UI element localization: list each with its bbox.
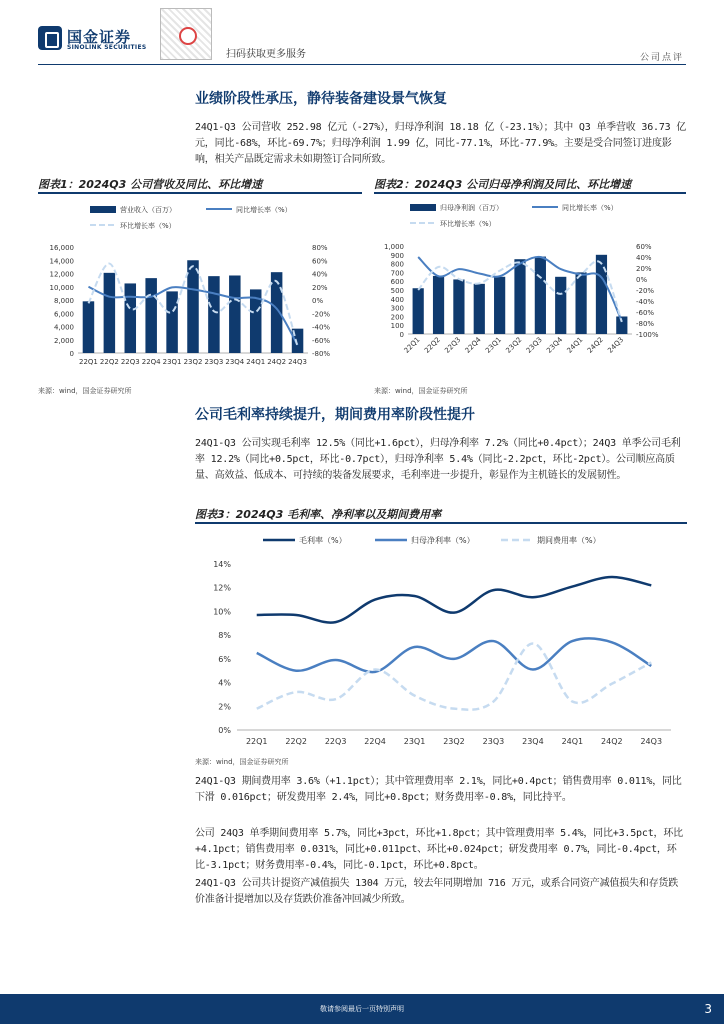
y-right-tick: -40% bbox=[312, 323, 331, 332]
legend-label-0: 毛利率（%） bbox=[299, 536, 347, 545]
legend-label-yoy: 同比增长率（%） bbox=[562, 204, 618, 212]
y-left-tick: 0 bbox=[399, 331, 404, 339]
x-tick-24Q2: 24Q2 bbox=[267, 358, 287, 366]
legend-label-yoy: 同比增长率（%） bbox=[236, 206, 292, 214]
x-tick-24Q2: 24Q2 bbox=[585, 335, 605, 355]
y-left-tick: 800 bbox=[390, 260, 404, 269]
x-tick-23Q1: 23Q1 bbox=[484, 335, 504, 355]
y-right-tick: 80% bbox=[312, 244, 328, 252]
logo-cn-text: 国金证券 bbox=[67, 28, 132, 46]
x-tick-23Q2: 23Q2 bbox=[504, 335, 524, 355]
y-left-tick: 4,000 bbox=[53, 323, 74, 332]
bar-22Q2 bbox=[433, 276, 444, 334]
y-right-tick: 0% bbox=[312, 297, 324, 305]
y-left-tick: 200 bbox=[390, 313, 404, 322]
x-tick-23Q4: 23Q4 bbox=[225, 358, 245, 366]
x-tick-24Q1: 24Q1 bbox=[565, 335, 585, 355]
figure1-source: 来源：wind，国金证券研究所 bbox=[38, 387, 132, 395]
y-tick: 8% bbox=[218, 631, 231, 641]
y-tick: 4% bbox=[218, 678, 231, 688]
x-tick-24Q1: 24Q1 bbox=[246, 358, 266, 366]
y-right-tick: -60% bbox=[636, 309, 655, 317]
y-left-tick: 0 bbox=[69, 350, 74, 358]
x-tick-23Q3: 23Q3 bbox=[524, 335, 544, 355]
sinolink-logo-icon bbox=[38, 26, 62, 50]
x-tick-22Q4: 22Q4 bbox=[141, 358, 161, 366]
y-left-tick: 6,000 bbox=[53, 310, 74, 319]
header-divider bbox=[38, 64, 686, 65]
figure2-rule bbox=[374, 192, 686, 194]
legend-label-bar: 归母净利润（百万） bbox=[440, 204, 503, 212]
x-tick-23Q3: 23Q3 bbox=[482, 737, 505, 746]
y-right-tick: -20% bbox=[636, 287, 655, 295]
bar-23Q1 bbox=[166, 291, 178, 353]
legend-swatch-bar bbox=[410, 204, 436, 211]
y-left-tick: 12,000 bbox=[49, 270, 74, 279]
chart-revenue bbox=[38, 196, 362, 376]
x-tick-23Q3: 23Q3 bbox=[204, 358, 224, 366]
legend-label-bar: 营业收入（百万） bbox=[120, 206, 176, 214]
legend-label-qoq: 环比增长率（%） bbox=[440, 220, 496, 228]
bar-22Q3 bbox=[453, 279, 464, 334]
figure2-source: 来源：wind，国金证券研究所 bbox=[374, 387, 468, 395]
y-left-tick: 900 bbox=[390, 251, 404, 260]
x-tick-23Q1: 23Q1 bbox=[162, 358, 182, 366]
bar-24Q2 bbox=[596, 255, 607, 334]
x-tick-22Q4: 22Q4 bbox=[364, 737, 386, 746]
y-tick: 10% bbox=[213, 607, 231, 617]
paragraph-margin: 24Q1-Q3 公司实现毛利率 12.5%（同比+1.6pct），归母净利率 7.2%（同比+0.4pct）；24Q3 单季公司毛利率 12.2%（同比+0.5pct，环比-0.7pct），归母净利率 5.4%（同比-2.2pct，环比-2pct）。公司顺应高质量、高效益、低成本、可持续的装备发展要求，毛利率进一步提升，彰显作为主机链长的发展韧性。 bbox=[195, 438, 681, 481]
bar-23Q3 bbox=[208, 276, 220, 353]
y-left-tick: 100 bbox=[390, 322, 404, 331]
line-series-2 bbox=[257, 643, 652, 709]
bar-22Q1 bbox=[83, 301, 95, 353]
bar-23Q4 bbox=[229, 275, 241, 353]
qr-caption: 扫码获取更多服务 bbox=[226, 49, 306, 60]
figure1-rule bbox=[38, 192, 362, 194]
line-series-1 bbox=[257, 638, 652, 672]
x-tick-22Q2: 22Q2 bbox=[99, 358, 119, 366]
figure3-rule bbox=[195, 522, 687, 524]
report-type-label: 公司点评 bbox=[639, 53, 684, 63]
footer-disclaimer: 敬请参阅最后一页特别声明 bbox=[320, 1005, 404, 1013]
page-number: 3 bbox=[704, 1002, 712, 1016]
bar-23Q2 bbox=[514, 259, 525, 334]
y-tick: 0% bbox=[218, 726, 231, 735]
y-tick: 2% bbox=[218, 702, 231, 712]
y-tick: 12% bbox=[213, 583, 231, 593]
bar-22Q3 bbox=[125, 283, 137, 353]
y-left-tick: 16,000 bbox=[49, 244, 74, 252]
y-left-tick: 400 bbox=[390, 295, 404, 304]
y-left-tick: 300 bbox=[390, 304, 404, 313]
bar-22Q1 bbox=[413, 288, 424, 334]
x-tick-24Q1: 24Q1 bbox=[561, 737, 584, 746]
bar-23Q4 bbox=[555, 277, 566, 334]
paragraph-expense-2: 公司 24Q3 单季期间费用率 5.7%，同比+3pct，环比+1.8pct；其中管理费用率 5.4%，同比+3.5pct，环比+4.1pct；销售费用率 0.031%，同比+0.011pct、环比+0.024pct；研发费用率 0.7%，同比-0.4pct，环比-3.1pct；财务费用率-0.4%，同比-0.1pct，环比+0.8pct。 bbox=[195, 828, 683, 871]
y-left-tick: 500 bbox=[390, 287, 404, 295]
y-right-tick: 40% bbox=[312, 270, 328, 279]
y-left-tick: 1,000 bbox=[383, 243, 404, 251]
logo-en-text: SINOLINK SECURITIES bbox=[67, 44, 147, 51]
x-tick-23Q4: 23Q4 bbox=[522, 737, 544, 746]
y-right-tick: -20% bbox=[312, 310, 331, 319]
y-right-tick: 40% bbox=[636, 254, 652, 262]
y-right-tick: 20% bbox=[636, 265, 652, 273]
y-left-tick: 14,000 bbox=[49, 257, 74, 266]
page-header bbox=[0, 0, 724, 66]
legend-label-qoq: 环比增长率（%） bbox=[120, 222, 176, 230]
x-tick-24Q2: 24Q2 bbox=[601, 737, 623, 746]
section-title-performance: 业绩阶段性承压，静待装备建设景气恢复 bbox=[195, 91, 447, 107]
y-right-tick: -80% bbox=[312, 350, 331, 358]
y-left-tick: 600 bbox=[390, 278, 404, 287]
figure3-source: 来源：wind，国金证券研究所 bbox=[195, 758, 289, 766]
y-right-tick: 20% bbox=[312, 283, 328, 292]
y-right-tick: 60% bbox=[636, 243, 652, 251]
qr-code-icon[interactable] bbox=[160, 8, 212, 60]
y-left-tick: 8,000 bbox=[53, 297, 74, 305]
x-tick-24Q3: 24Q3 bbox=[288, 358, 307, 366]
y-right-tick: -40% bbox=[636, 298, 655, 306]
x-tick-23Q4: 23Q4 bbox=[545, 335, 565, 355]
paragraph-expense-1: 24Q1-Q3 期间费用率 3.6%（+1.1pct）；其中管理费用率 2.1%，同比+0.4pct；销售费用率 0.011%，同比下滑 0.016pct；研发费用率 2.4%，同比+0.8pct；财务费用率-0.8%，同比持平。 bbox=[195, 776, 682, 803]
x-tick-23Q2: 23Q2 bbox=[183, 358, 203, 366]
page-footer bbox=[0, 994, 724, 1024]
x-tick-22Q1: 22Q1 bbox=[245, 737, 268, 746]
paragraph-impairment: 24Q1-Q3 公司共计提资产减值损失 1304 万元，较去年同期增加 716 万元，或系合同资产减值损失和存货跌价准备计提增加以及存货跌价准备冲回减少所致。 bbox=[195, 878, 678, 905]
chart-net-profit bbox=[374, 196, 686, 376]
figure2-title: 图表2：2024Q3 公司归母净利润及同比、环比增速 bbox=[374, 178, 632, 191]
figure3-title: 图表3：2024Q3 毛利率、净利率以及期间费用率 bbox=[195, 508, 442, 521]
x-tick-22Q1: 22Q1 bbox=[79, 358, 98, 366]
bar-23Q1 bbox=[494, 277, 505, 334]
y-right-tick: 60% bbox=[312, 257, 328, 266]
bar-23Q3 bbox=[535, 257, 546, 334]
x-tick-22Q3: 22Q3 bbox=[324, 737, 347, 746]
x-tick-22Q3: 22Q3 bbox=[120, 358, 140, 366]
y-left-tick: 700 bbox=[390, 269, 404, 278]
x-tick-24Q3: 24Q3 bbox=[640, 737, 663, 746]
bar-22Q2 bbox=[104, 273, 116, 353]
x-tick-22Q3: 22Q3 bbox=[443, 335, 463, 355]
y-right-tick: -100% bbox=[636, 331, 659, 339]
section-title-margin: 公司毛利率持续提升，期间费用率阶段性提升 bbox=[195, 407, 475, 423]
y-right-tick: -80% bbox=[636, 320, 655, 328]
x-tick-22Q4: 22Q4 bbox=[463, 335, 483, 355]
figure1-title: 图表1：2024Q3 公司营收及同比、环比增速 bbox=[38, 178, 263, 191]
y-left-tick: 10,000 bbox=[49, 283, 74, 292]
x-tick-22Q2: 22Q2 bbox=[285, 737, 307, 746]
bar-22Q4 bbox=[474, 284, 485, 334]
y-right-tick: -60% bbox=[312, 336, 331, 345]
bar-24Q1 bbox=[575, 272, 586, 334]
y-left-tick: 2,000 bbox=[53, 336, 74, 345]
line-series-0 bbox=[257, 577, 652, 623]
legend-swatch-bar bbox=[90, 206, 116, 213]
paragraph-performance: 24Q1-Q3 公司营收 252.98 亿元（-27%），归母净利润 18.18 亿（-23.1%）；其中 Q3 单季营收 36.73 亿元，同比-68%，环比-69.7%；归母净利润 1.99 亿，同比-77.1%，环比-77.9%。主要是受合同签订进度影响，相关产品既定需求未如期签订合同所致。 bbox=[195, 122, 687, 165]
x-tick-22Q1: 22Q1 bbox=[402, 335, 422, 355]
y-right-tick: 0% bbox=[636, 276, 648, 284]
legend-label-1: 归母净利率（%） bbox=[411, 536, 475, 545]
chart-margins bbox=[195, 526, 687, 750]
bar-23Q2 bbox=[187, 260, 199, 353]
legend-label-2: 期间费用率（%） bbox=[537, 536, 601, 545]
bar-22Q4 bbox=[145, 278, 157, 353]
y-tick: 14% bbox=[213, 560, 231, 569]
y-tick: 6% bbox=[218, 654, 231, 664]
x-tick-22Q2: 22Q2 bbox=[422, 335, 442, 355]
x-tick-23Q2: 23Q2 bbox=[443, 737, 465, 746]
x-tick-23Q1: 23Q1 bbox=[403, 737, 426, 746]
x-tick-24Q3: 24Q3 bbox=[606, 335, 626, 355]
